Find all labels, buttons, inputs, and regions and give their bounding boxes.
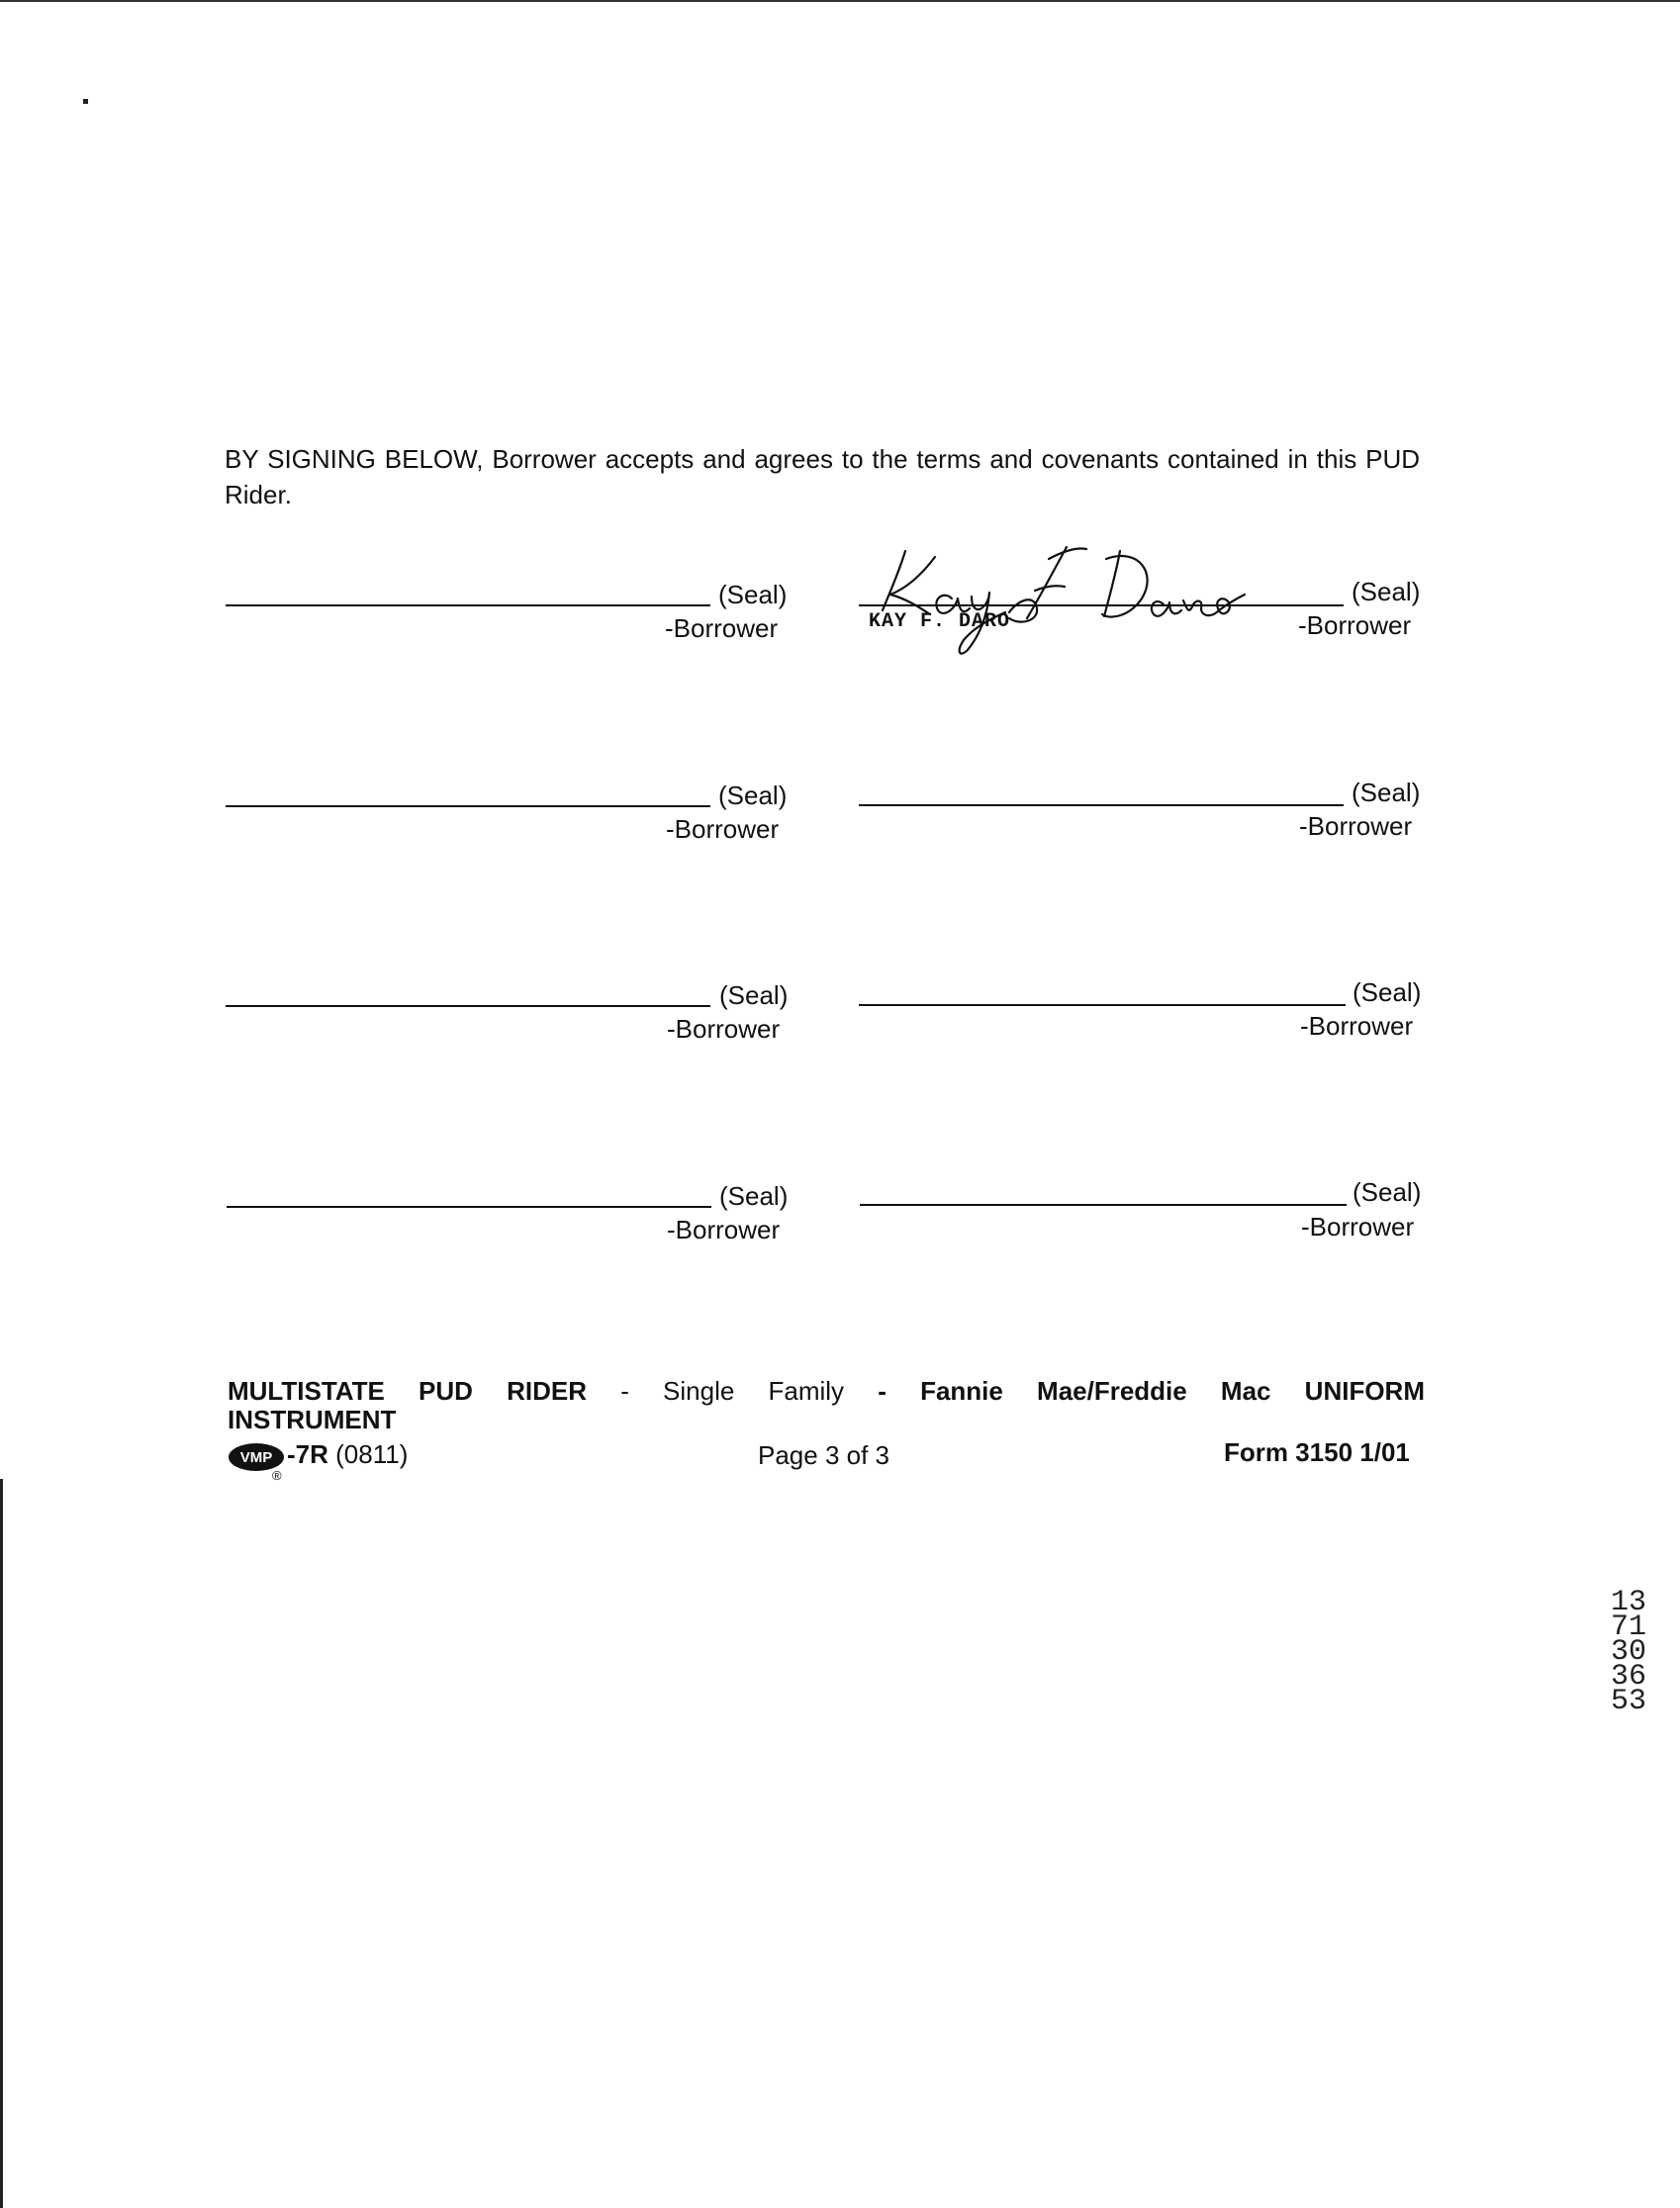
signature-line bbox=[226, 1005, 710, 1007]
page-number: Page 3 of 3 bbox=[758, 1440, 889, 1470]
form-title-word: PUD bbox=[419, 1376, 473, 1406]
borrower-label: -Borrower bbox=[1300, 1011, 1414, 1041]
seal-label: (Seal) bbox=[718, 580, 788, 609]
seal-label: (Seal) bbox=[1353, 977, 1422, 1007]
handwritten-signature bbox=[861, 529, 1247, 658]
form-title-word: Mae/Freddie bbox=[1037, 1376, 1187, 1406]
signature-line bbox=[226, 604, 710, 606]
signature-line bbox=[859, 804, 1344, 806]
borrower-label: -Borrower bbox=[1301, 1212, 1415, 1242]
borrower-label: -Borrower bbox=[667, 1215, 781, 1244]
registered-mark-icon: ® bbox=[272, 1468, 282, 1483]
form-title-word: Family bbox=[768, 1376, 845, 1406]
borrower-label: -Borrower bbox=[1298, 610, 1412, 640]
form-code-number: -7R bbox=[287, 1439, 328, 1469]
signature-line bbox=[227, 1206, 711, 1208]
form-title-word: - bbox=[878, 1376, 887, 1406]
vmp-logo-text: VMP bbox=[239, 1449, 273, 1466]
recording-number-stamp: 1371303653 bbox=[1611, 1586, 1647, 1718]
seal-label: (Seal) bbox=[1352, 778, 1421, 807]
signer-printed-name: KAY F. DARO bbox=[869, 610, 1011, 633]
seal-label: (Seal) bbox=[719, 1181, 789, 1211]
form-title-line-1 bbox=[228, 1378, 1425, 1404]
borrower-label: -Borrower bbox=[1299, 811, 1413, 841]
form-title-word: RIDER bbox=[507, 1376, 588, 1406]
form-title-word: UNIFORM bbox=[1304, 1376, 1425, 1406]
form-code bbox=[287, 1439, 408, 1470]
scan-top-edge bbox=[0, 0, 1680, 2]
signature-line bbox=[860, 1204, 1347, 1206]
form-number: Form 3150 1/01 bbox=[1224, 1437, 1410, 1467]
seal-label: (Seal) bbox=[1353, 1177, 1422, 1207]
borrower-label: -Borrower bbox=[666, 814, 780, 844]
signature-line bbox=[226, 805, 710, 807]
form-title-word: Fannie bbox=[920, 1376, 1003, 1406]
form-title-line-2: INSTRUMENT bbox=[228, 1405, 397, 1434]
borrower-label: -Borrower bbox=[667, 1014, 781, 1044]
form-code-date: (0811) bbox=[335, 1439, 409, 1469]
borrower-label: -Borrower bbox=[665, 613, 779, 643]
form-title-word: - bbox=[620, 1376, 629, 1406]
scan-left-edge bbox=[0, 1479, 3, 2208]
signature-line bbox=[859, 1004, 1346, 1006]
scan-speck bbox=[83, 99, 88, 104]
form-title-word: Single bbox=[663, 1376, 735, 1406]
seal-label: (Seal) bbox=[1352, 577, 1421, 606]
signing-statement: BY SIGNING BELOW, Borrower accepts and agrees to the terms and covenants contained in this PUD Rider. bbox=[225, 444, 1420, 509]
form-title-word: Mac bbox=[1220, 1376, 1271, 1406]
seal-label: (Seal) bbox=[718, 781, 788, 810]
seal-label: (Seal) bbox=[719, 980, 789, 1010]
form-title-word: MULTISTATE bbox=[228, 1376, 385, 1406]
